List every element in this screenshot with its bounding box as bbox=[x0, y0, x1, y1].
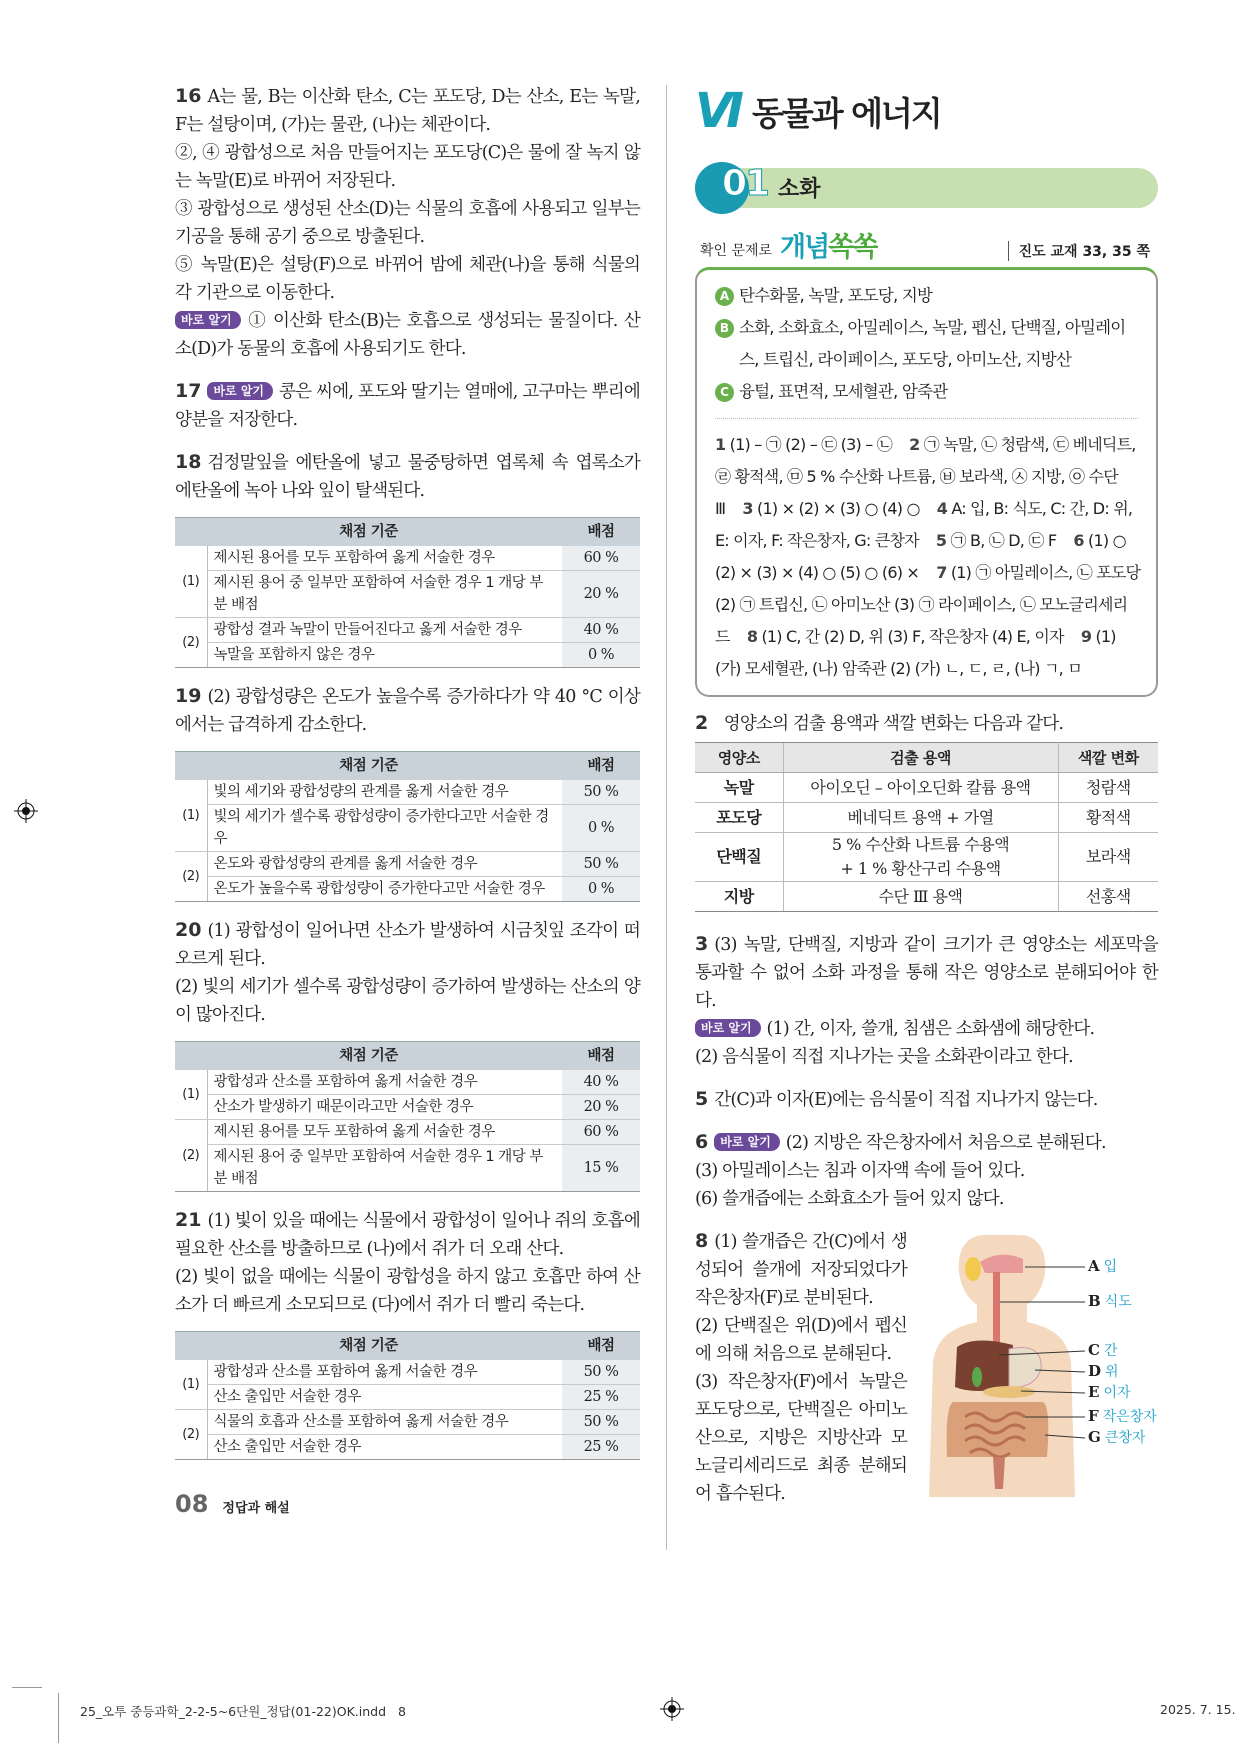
answer-paragraph bbox=[175, 916, 640, 973]
short-answer bbox=[742, 499, 919, 518]
reagent: 베네딕트 용액 + 가열 bbox=[783, 803, 1058, 833]
figure-letter: E bbox=[1088, 1383, 1100, 1401]
table-row bbox=[175, 1435, 640, 1460]
answer-text: (1) 쓸개즙은 간(C)에서 생성되어 쓸개에 저장되었다가 작은창자(F)로 분비된다. bbox=[695, 1232, 907, 1308]
score-cell: 0 % bbox=[562, 877, 640, 902]
right-column bbox=[695, 267, 1158, 1522]
short-answer-text: A: 입, B: 식도, C: 간, D: 위, E: 이자, F: 작은창자, G: 큰창자 bbox=[715, 499, 1133, 550]
answer-text: (1) 빛이 있을 때에는 식물에서 광합성이 일어나 쥐의 호흡에 필요한 산소를 방출하므로 (나)에서 쥐가 더 오래 산다. bbox=[175, 1211, 640, 1259]
score-cell: 50 % bbox=[562, 1410, 640, 1435]
answer-6 bbox=[695, 1128, 1158, 1213]
table-row bbox=[175, 805, 640, 852]
nutrient-row bbox=[695, 803, 1158, 833]
answer-text: ⑤ 녹말(E)은 설탕(F)으로 바뀌어 밤에 체관(나)을 통해 식물의 각 기관으로 이동한다. bbox=[175, 255, 640, 303]
keyword-item bbox=[715, 280, 1144, 312]
answer-number: 19 bbox=[175, 685, 202, 707]
reagent: 아이오딘 – 아이오딘화 칼륨 용액 bbox=[783, 773, 1058, 803]
answer-paragraph bbox=[695, 1227, 907, 1312]
table-header-criteria: 채점 기준 bbox=[175, 752, 562, 781]
answer-text: 콩은 씨에, 포도와 딸기는 열매에, 고구마는 뿌리에 양분을 저장한다. bbox=[175, 382, 640, 430]
digestive-system-figure bbox=[925, 1227, 1158, 1502]
criterion-cell: 산소가 발생하기 때문이라고만 서술한 경우 bbox=[207, 1095, 562, 1120]
criterion-cell: 광합성과 산소를 포함하여 옳게 서술한 경우 bbox=[207, 1070, 562, 1095]
nutrient-table-header: 색깔 변화 bbox=[1058, 743, 1158, 773]
keyword-item bbox=[715, 312, 1144, 376]
concept-header bbox=[700, 228, 1158, 264]
short-answer-text: ㉠ 녹말, ㉡ 청람색, ㉢ 베네딕트, ㉣ 황적색, ㉤ 5 % 수산화 나트륨, ㉥ 보라색, ㉦ 지방, ㉧ 수단 Ⅲ bbox=[715, 435, 1136, 518]
correction-badge: 바로 알기 bbox=[695, 1019, 761, 1037]
score-cell: 60 % bbox=[562, 1120, 640, 1145]
table-row bbox=[175, 571, 640, 618]
figure-letter: B bbox=[1088, 1292, 1101, 1310]
criterion-cell: 제시된 용어 중 일부만 포함하여 서술한 경우 1 개당 부분 배점 bbox=[207, 1145, 562, 1192]
short-answer-text: ㉠ B, ㉡ D, ㉢ F bbox=[950, 531, 1057, 550]
section-number: 01 bbox=[722, 163, 769, 204]
criterion-cell: 광합성 결과 녹말이 만들어진다고 옳게 서술한 경우 bbox=[207, 618, 562, 643]
short-answer-number: 7 bbox=[936, 563, 947, 582]
figure-label bbox=[1088, 1408, 1157, 1426]
short-answer-number: 8 bbox=[746, 627, 758, 646]
score-cell: 15 % bbox=[562, 1145, 640, 1192]
textbook-reference: 진도 교재 33, 35 쪽 bbox=[1008, 241, 1150, 261]
answer-number: 20 bbox=[175, 919, 202, 941]
row-group-label: (2) bbox=[175, 1410, 207, 1460]
column-divider bbox=[666, 85, 667, 1550]
score-cell: 20 % bbox=[562, 1095, 640, 1120]
answer-number: 16 bbox=[175, 85, 202, 107]
answer-text: (3) 아밀레이스는 침과 이자액 속에 들어 있다. bbox=[695, 1161, 1025, 1181]
score-cell: 60 % bbox=[562, 546, 640, 571]
registration-mark-icon bbox=[14, 799, 38, 823]
keyword-text: 탄수화물, 녹말, 포도당, 지방 bbox=[739, 286, 933, 305]
answer-number: 2 bbox=[695, 712, 709, 734]
nutrient-row bbox=[695, 882, 1158, 912]
table-row bbox=[175, 780, 640, 805]
keyword-letter-icon: B bbox=[715, 319, 734, 338]
short-answer-number: 9 bbox=[1080, 627, 1092, 646]
answer-paragraph bbox=[175, 139, 640, 195]
table-header-criteria: 채점 기준 bbox=[175, 518, 562, 547]
concept-logo bbox=[780, 225, 876, 264]
answer-paragraph bbox=[695, 1157, 1158, 1185]
reagent: 5 % 수산화 나트륨 수용액 + 1 % 황산구리 수용액 bbox=[783, 833, 1058, 882]
answer-text: (1) 광합성이 일어나면 산소가 발생하여 시금칫잎 조각이 떠오르게 된다. bbox=[175, 921, 640, 969]
figure-letter: A bbox=[1088, 1257, 1100, 1275]
answer-number: 17 bbox=[175, 380, 202, 402]
table-header-score: 배점 bbox=[562, 1042, 640, 1071]
table-row bbox=[175, 1385, 640, 1410]
answer-text: 간(C)과 이자(E)에는 음식물이 직접 지나가지 않는다. bbox=[714, 1090, 1098, 1110]
answer-20 bbox=[175, 916, 640, 1192]
table-row bbox=[175, 643, 640, 668]
figure-organ-name: 위 bbox=[1105, 1364, 1119, 1380]
answer-text: (3) 작은창자(F)에서 녹말은 포도당으로, 단백질은 아미노산으로, 지방은 지방산과 모노글리세리드로 최종 분해되어 흡수된다. bbox=[695, 1372, 907, 1504]
answer-8 bbox=[695, 1227, 907, 1508]
score-cell: 50 % bbox=[562, 1360, 640, 1385]
figure-organ-name: 식도 bbox=[1104, 1294, 1132, 1310]
answer-text: (2) 빛의 세기가 셀수록 광합성량이 증가하여 발생하는 산소의 양이 많아진다. bbox=[175, 977, 640, 1025]
scoring-table bbox=[175, 1041, 640, 1192]
left-column bbox=[175, 82, 640, 1518]
short-answer-text: (1) ○ (2) × (3) × (4) ○ (5) ○ (6) × bbox=[715, 531, 1126, 582]
concept-box bbox=[695, 267, 1158, 697]
answer-3 bbox=[695, 930, 1158, 1071]
figure-letter: C bbox=[1088, 1341, 1100, 1359]
answer-text: (1) 간, 이자, 쓸개, 침샘은 소화샘에 해당한다. bbox=[766, 1019, 1095, 1039]
page-footer bbox=[175, 1490, 640, 1518]
short-answer-text: (1) × (2) × (3) ○ (4) ○ bbox=[757, 499, 920, 518]
answer-paragraph bbox=[695, 1368, 907, 1508]
table-row bbox=[175, 618, 640, 643]
answer-paragraph bbox=[695, 1185, 1158, 1213]
figure-label bbox=[1088, 1342, 1117, 1360]
nutrient-name: 단백질 bbox=[695, 833, 783, 882]
row-group-label: (2) bbox=[175, 618, 207, 668]
nutrient-table-header: 영양소 bbox=[695, 743, 783, 773]
keyword-text: 소화, 소화효소, 아밀레이스, 녹말, 펩신, 단백질, 아밀레이스, 트립신, 라이페이스, 포도당, 아미노산, 지방산 bbox=[739, 318, 1126, 369]
correction-badge: 바로 알기 bbox=[175, 311, 241, 329]
scoring-table bbox=[175, 751, 640, 902]
criterion-cell: 산소 출입만 서술한 경우 bbox=[207, 1385, 562, 1410]
short-answer-text: (1) C, 간 (2) D, 위 (3) F, 작은창자 (4) E, 이자 bbox=[761, 627, 1064, 646]
score-cell: 0 % bbox=[562, 643, 640, 668]
dotted-divider bbox=[715, 418, 1138, 419]
table-row bbox=[175, 877, 640, 902]
page-number: 08 bbox=[175, 1490, 209, 1518]
criterion-cell: 광합성과 산소를 포함하여 옳게 서술한 경우 bbox=[207, 1360, 562, 1385]
figure-organ-name: 입 bbox=[1103, 1259, 1118, 1275]
row-group-label: (2) bbox=[175, 852, 207, 902]
row-group-label: (1) bbox=[175, 780, 207, 852]
answer-18 bbox=[175, 448, 640, 668]
answer-paragraph bbox=[175, 82, 640, 139]
table-header-criteria: 채점 기준 bbox=[175, 1042, 562, 1071]
answer-21 bbox=[175, 1206, 640, 1460]
answer-text: (2) 지방은 작은창자에서 처음으로 분해된다. bbox=[785, 1133, 1106, 1153]
answer-17 bbox=[175, 377, 640, 434]
nutrient-name: 녹말 bbox=[695, 773, 783, 803]
nutrient-table bbox=[695, 742, 1158, 912]
answer-text: A는 물, B는 이산화 탄소, C는 포도당, D는 산소, E는 녹말, F는 설탕이며, (가)는 물관, (나)는 체관이다. bbox=[175, 87, 640, 135]
score-cell: 40 % bbox=[562, 618, 640, 643]
table-header-criteria: 채점 기준 bbox=[175, 1332, 562, 1361]
correction-badge: 바로 알기 bbox=[207, 382, 273, 400]
criterion-cell: 식물의 호흡과 산소를 포함하여 옳게 서술한 경우 bbox=[207, 1410, 562, 1435]
score-cell: 40 % bbox=[562, 1070, 640, 1095]
row-group-label: (1) bbox=[175, 1360, 207, 1410]
row-group-label: (1) bbox=[175, 546, 207, 618]
answer-text: (2) 음식물이 직접 지나가는 곳을 소화관이라고 한다. bbox=[695, 1047, 1073, 1067]
answer-paragraph bbox=[695, 1128, 1158, 1157]
nutrient-name: 지방 bbox=[695, 882, 783, 912]
table-row bbox=[175, 1145, 640, 1192]
crop-mark bbox=[12, 1687, 42, 1688]
criterion-cell: 산소 출입만 서술한 경우 bbox=[207, 1435, 562, 1460]
scoring-table bbox=[175, 1331, 640, 1460]
answer-text: ③ 광합성으로 생성된 산소(D)는 식물의 호흡에 사용되고 일부는 기공을 통해 공기 중으로 방출된다. bbox=[175, 199, 640, 247]
criterion-cell: 온도가 높을수록 광합성량이 증가한다고만 서술한 경우 bbox=[207, 877, 562, 902]
short-answer-number: 3 bbox=[742, 499, 753, 518]
table-row bbox=[175, 1120, 640, 1145]
correction-badge: 바로 알기 bbox=[714, 1133, 780, 1151]
answer-number: 21 bbox=[175, 1209, 202, 1231]
keyword-letter-icon: A bbox=[715, 287, 734, 306]
answer-paragraph bbox=[695, 1312, 907, 1368]
answer-paragraph bbox=[175, 1263, 640, 1319]
nutrient-table-header: 검출 용액 bbox=[783, 743, 1058, 773]
answer-text: (2) 빛이 없을 때에는 식물이 광합성을 하지 않고 호흡만 하여 산소가 더 빠르게 소모되므로 (다)에서 쥐가 더 빨리 죽는다. bbox=[175, 1267, 640, 1315]
figure-letter: F bbox=[1088, 1407, 1099, 1425]
color-change: 청람색 bbox=[1058, 773, 1158, 803]
answer-2 bbox=[695, 709, 1158, 738]
table-header-score: 배점 bbox=[562, 1332, 640, 1361]
criterion-cell: 온도와 광합성량의 관계를 옳게 서술한 경우 bbox=[207, 852, 562, 877]
answer-text: 검정말잎을 에탄올에 넣고 물중탕하면 엽록체 속 엽록소가 에탄올에 녹아 나와 잎이 탈색된다. bbox=[175, 453, 640, 501]
short-answer-number: 5 bbox=[935, 531, 947, 550]
keyword-text: 융털, 표면적, 모세혈관, 암죽관 bbox=[739, 382, 948, 401]
slug-date: 2025. 7. 15. bbox=[1160, 1702, 1236, 1717]
answer-number: 3 bbox=[695, 933, 709, 955]
answer-number: 18 bbox=[175, 451, 202, 473]
answer-text: 영양소의 검출 용액과 색깔 변화는 다음과 같다. bbox=[723, 714, 1064, 734]
figure-label bbox=[1088, 1429, 1145, 1447]
score-cell: 25 % bbox=[562, 1435, 640, 1460]
figure-organ-name: 이자 bbox=[1103, 1385, 1131, 1401]
table-header-score: 배점 bbox=[562, 518, 640, 547]
table-header-score: 배점 bbox=[562, 752, 640, 781]
figure-label bbox=[1088, 1293, 1132, 1311]
figure-letter: G bbox=[1088, 1428, 1101, 1446]
answer-paragraph bbox=[175, 307, 640, 363]
short-answer-number: 6 bbox=[1073, 531, 1084, 550]
scoring-table bbox=[175, 517, 640, 668]
answer-paragraph bbox=[175, 682, 640, 739]
reagent: 수단 Ⅲ 용액 bbox=[783, 882, 1058, 912]
criterion-cell: 빛의 세기와 광합성량의 관계를 옳게 서술한 경우 bbox=[207, 780, 562, 805]
table-row bbox=[175, 1070, 640, 1095]
table-row bbox=[175, 546, 640, 571]
concept-logo-b: 쏙쏙 bbox=[828, 232, 877, 263]
score-cell: 0 % bbox=[562, 805, 640, 852]
answer-text: (6) 쓸개즙에는 소화효소가 들어 있지 않다. bbox=[695, 1189, 1004, 1209]
row-group-label: (1) bbox=[175, 1070, 207, 1120]
nutrient-row bbox=[695, 833, 1158, 882]
nutrient-name: 포도당 bbox=[695, 803, 783, 833]
figure-organ-name: 큰창자 bbox=[1104, 1430, 1146, 1446]
section-name: 소화 bbox=[778, 177, 821, 202]
answer-paragraph bbox=[175, 377, 640, 434]
short-answer-number: 4 bbox=[936, 499, 948, 518]
answer-19 bbox=[175, 682, 640, 902]
table-row bbox=[175, 852, 640, 877]
answer-text: (2) 단백질은 위(D)에서 펩신에 의해 처음으로 분해된다. bbox=[695, 1316, 907, 1364]
concept-logo-a: 개념 bbox=[780, 232, 829, 263]
score-cell: 50 % bbox=[562, 852, 640, 877]
answer-paragraph bbox=[175, 195, 640, 251]
answer-text: ②, ④ 광합성으로 처음 만들어지는 포도당(C)은 물에 잘 녹지 않는 녹말(E)로 바뀌어 저장된다. bbox=[175, 143, 640, 191]
page-footer-title: 정답과 해설 bbox=[222, 1501, 290, 1516]
figure-label bbox=[1088, 1363, 1119, 1381]
answer-number: 6 bbox=[695, 1131, 709, 1153]
answer-paragraph bbox=[695, 1085, 1158, 1114]
figure-organ-name: 작은창자 bbox=[1102, 1409, 1157, 1425]
score-cell: 25 % bbox=[562, 1385, 640, 1410]
criterion-cell: 제시된 용어를 모두 포함하여 옳게 서술한 경우 bbox=[207, 1120, 562, 1145]
answer-paragraph bbox=[175, 1206, 640, 1263]
answer-number: 8 bbox=[695, 1230, 709, 1252]
concept-prefix: 확인 문제로 bbox=[700, 243, 773, 259]
figure-letter: D bbox=[1088, 1362, 1102, 1380]
answer-text: ① 이산화 탄소(B)는 호흡으로 생성되는 물질이다. 산소(D)가 동물의 호흡에 사용되기도 한다. bbox=[175, 311, 640, 359]
answer-text: (3) 녹말, 단백질, 지방과 같이 크기가 큰 영양소는 세포막을 통과할 수 없어 소화 과정을 통해 작은 영양소로 분해되어야 한다. bbox=[695, 935, 1158, 1011]
score-cell: 50 % bbox=[562, 780, 640, 805]
figure-label bbox=[1088, 1384, 1131, 1402]
short-answer-number: 2 bbox=[909, 435, 920, 454]
answer-text: (2) 광합성량은 온도가 높을수록 증가하다가 약 40 °C 이상에서는 급격하게 감소한다. bbox=[175, 687, 640, 735]
criterion-cell: 녹말을 포함하지 않은 경우 bbox=[207, 643, 562, 668]
short-answer bbox=[715, 435, 892, 454]
figure-label bbox=[1088, 1258, 1117, 1276]
score-cell: 20 % bbox=[562, 571, 640, 618]
short-answer-text: (1) – ㉠ (2) – ㉢ (3) – ㉡ bbox=[729, 435, 892, 454]
body-illustration bbox=[925, 1227, 1158, 1502]
figure-organ-name: 간 bbox=[1103, 1343, 1118, 1359]
criterion-cell: 빛의 세기가 셀수록 광합성량이 증가한다고만 서술한 경우 bbox=[207, 805, 562, 852]
criterion-cell: 제시된 용어를 모두 포함하여 옳게 서술한 경우 bbox=[207, 546, 562, 571]
short-answer-text: (1) (가) 모세혈관, (나) 암죽관 (2) (가) ㄴ, ㄷ, ㄹ, (나) ㄱ, ㅁ bbox=[715, 627, 1116, 678]
answer-paragraph bbox=[695, 930, 1158, 1015]
short-answer-number: 1 bbox=[715, 435, 726, 454]
answer-paragraph bbox=[175, 973, 640, 1029]
table-row bbox=[175, 1095, 640, 1120]
nutrient-row bbox=[695, 773, 1158, 803]
criterion-cell: 제시된 용어 중 일부만 포함하여 서술한 경우 1 개당 부분 배점 bbox=[207, 571, 562, 618]
registration-mark-icon bbox=[660, 1697, 684, 1721]
short-answer bbox=[936, 531, 1056, 550]
keyword-item bbox=[715, 376, 1144, 408]
answer-paragraph bbox=[695, 1043, 1158, 1071]
color-change: 선홍색 bbox=[1058, 882, 1158, 912]
table-row bbox=[175, 1410, 640, 1435]
keyword-list bbox=[715, 280, 1144, 408]
keyword-letter-icon: C bbox=[715, 383, 734, 402]
answer-16 bbox=[175, 82, 640, 363]
color-change: 보라색 bbox=[1058, 833, 1158, 882]
answer-number: 5 bbox=[695, 1088, 709, 1110]
answer-paragraph bbox=[695, 1015, 1158, 1043]
unit-title bbox=[695, 83, 941, 139]
crop-mark bbox=[58, 1693, 59, 1743]
answer-5 bbox=[695, 1085, 1158, 1114]
short-answer bbox=[747, 627, 1064, 646]
answer-paragraph bbox=[175, 251, 640, 307]
unit-name: 동물과 에너지 bbox=[752, 93, 941, 133]
answer-paragraph bbox=[175, 448, 640, 505]
slug-filename: 25_오투 중등과학_2-2-5~6단원_정답(01-22)OK.indd 8 bbox=[80, 1704, 406, 1719]
table-row bbox=[175, 1360, 640, 1385]
color-change: 황적색 bbox=[1058, 803, 1158, 833]
short-answer-text: (1) ㉠ 아밀레이스, ㉡ 포도당 (2) ㉠ 트립신, ㉡ 아미노산 (3) ㉠ 라이페이스, ㉡ 모노글리세리드 bbox=[715, 563, 1141, 646]
answer-8-row bbox=[695, 1227, 1158, 1522]
unit-number: VI bbox=[695, 83, 739, 139]
short-answers bbox=[715, 429, 1144, 685]
row-group-label: (2) bbox=[175, 1120, 207, 1192]
